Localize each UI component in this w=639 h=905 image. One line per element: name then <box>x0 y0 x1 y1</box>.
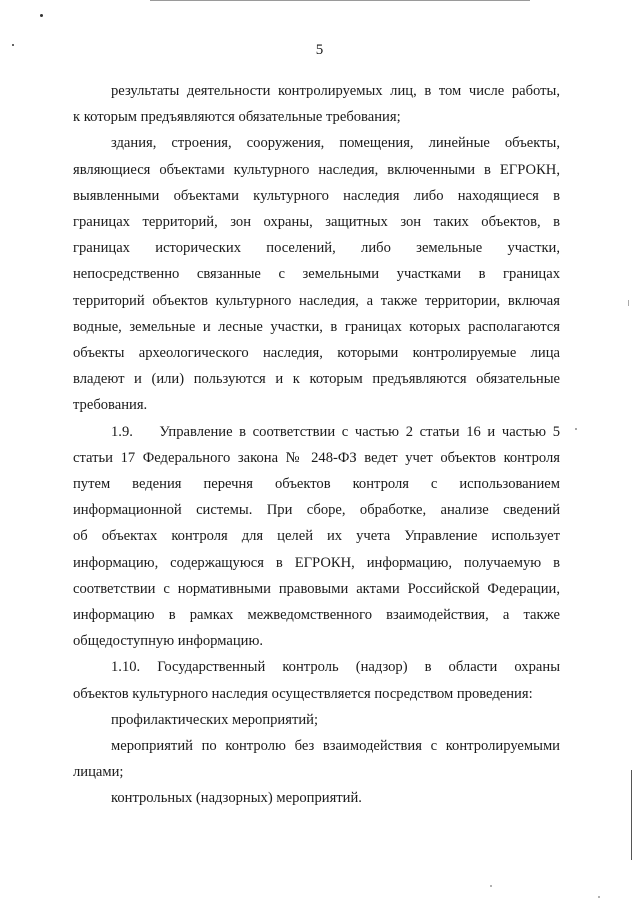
text-line: требования. <box>73 397 148 414</box>
text-line: 1.10. Государственный контроль (надзор) в области охраны <box>111 659 560 676</box>
text-line: объекты археологического наследия, которыми контролируемые лица <box>73 345 560 362</box>
text-line: водные, земельные и лесные участки, в границах которых располагаются <box>73 318 560 335</box>
text-line: путем ведения перечня объектов контроля с использованием <box>73 476 560 493</box>
paragraph-results <box>73 78 560 130</box>
text-line: профилактических мероприятий; <box>111 711 319 728</box>
text-line: к которым предъявляются обязательные требования; <box>73 109 401 126</box>
text-line: общедоступную информацию. <box>73 633 263 650</box>
text-line: непосредственно связанные с земельными участками в границах <box>73 266 560 283</box>
text-line: информационной системы. При сборе, обработке, анализе сведений <box>73 502 560 519</box>
scan-edge-line <box>150 0 530 1</box>
text-line: владеют и (или) пользуются и к которым предъявляются обязательные <box>73 371 560 388</box>
page-number: 5 <box>315 42 324 58</box>
text-line: границах исторических поселений, либо земельные участки, <box>73 240 560 257</box>
text-line: территорий объектов культурного наследия, а также территории, включая <box>73 292 560 309</box>
text-line: соответствии с нормативными правовыми актами Российской Федерации, <box>73 580 560 597</box>
text-line: лицами; <box>73 764 124 781</box>
list-item-no-interaction <box>73 733 560 785</box>
list-item-control <box>73 785 560 811</box>
text-line: 1.9. Управление в соответствии с частью 2 статьи 16 и частью 5 <box>111 423 560 440</box>
document-body <box>73 78 560 812</box>
text-line: результаты деятельности контролируемых лиц, в том числе работы, <box>111 83 560 99</box>
text-line: информацию, содержащуюся в ЕГРОКН, информацию, получаемую в <box>73 554 560 571</box>
paragraph-1-10 <box>73 654 560 706</box>
paragraph-buildings <box>73 130 560 418</box>
text-line: об объектах контроля для целей их учета Управление использует <box>73 528 560 545</box>
text-line: статьи 17 Федерального закона № 248-ФЗ ведет учет объектов контроля <box>73 449 560 466</box>
paragraph-1-9 <box>73 419 560 655</box>
text-line: выявленными объектами культурного наследия либо находящиеся в <box>73 187 560 204</box>
scan-speck <box>575 428 577 430</box>
text-line: являющиеся объектами культурного наследия, включенными в ЕГРОКН, <box>73 161 560 178</box>
text-line: границах территорий, зон охраны, защитных зон таких объектов, в <box>73 214 560 231</box>
list-item-preventive <box>73 707 560 733</box>
scan-speck <box>598 896 600 898</box>
text-line: здания, строения, сооружения, помещения, линейные объекты, <box>111 135 560 152</box>
scan-edge-mark <box>631 770 632 860</box>
scan-speck <box>490 885 492 887</box>
text-line: информацию в рамках межведомственного взаимодействия, а также <box>73 607 560 624</box>
text-line: контрольных (надзорных) мероприятий. <box>111 790 362 807</box>
text-line: мероприятий по контролю без взаимодействия с контролируемыми <box>111 738 560 755</box>
scan-speck <box>40 14 43 17</box>
text-line: объектов культурного наследия осуществляется посредством проведения: <box>73 685 533 702</box>
scan-edge-mark <box>628 300 629 306</box>
